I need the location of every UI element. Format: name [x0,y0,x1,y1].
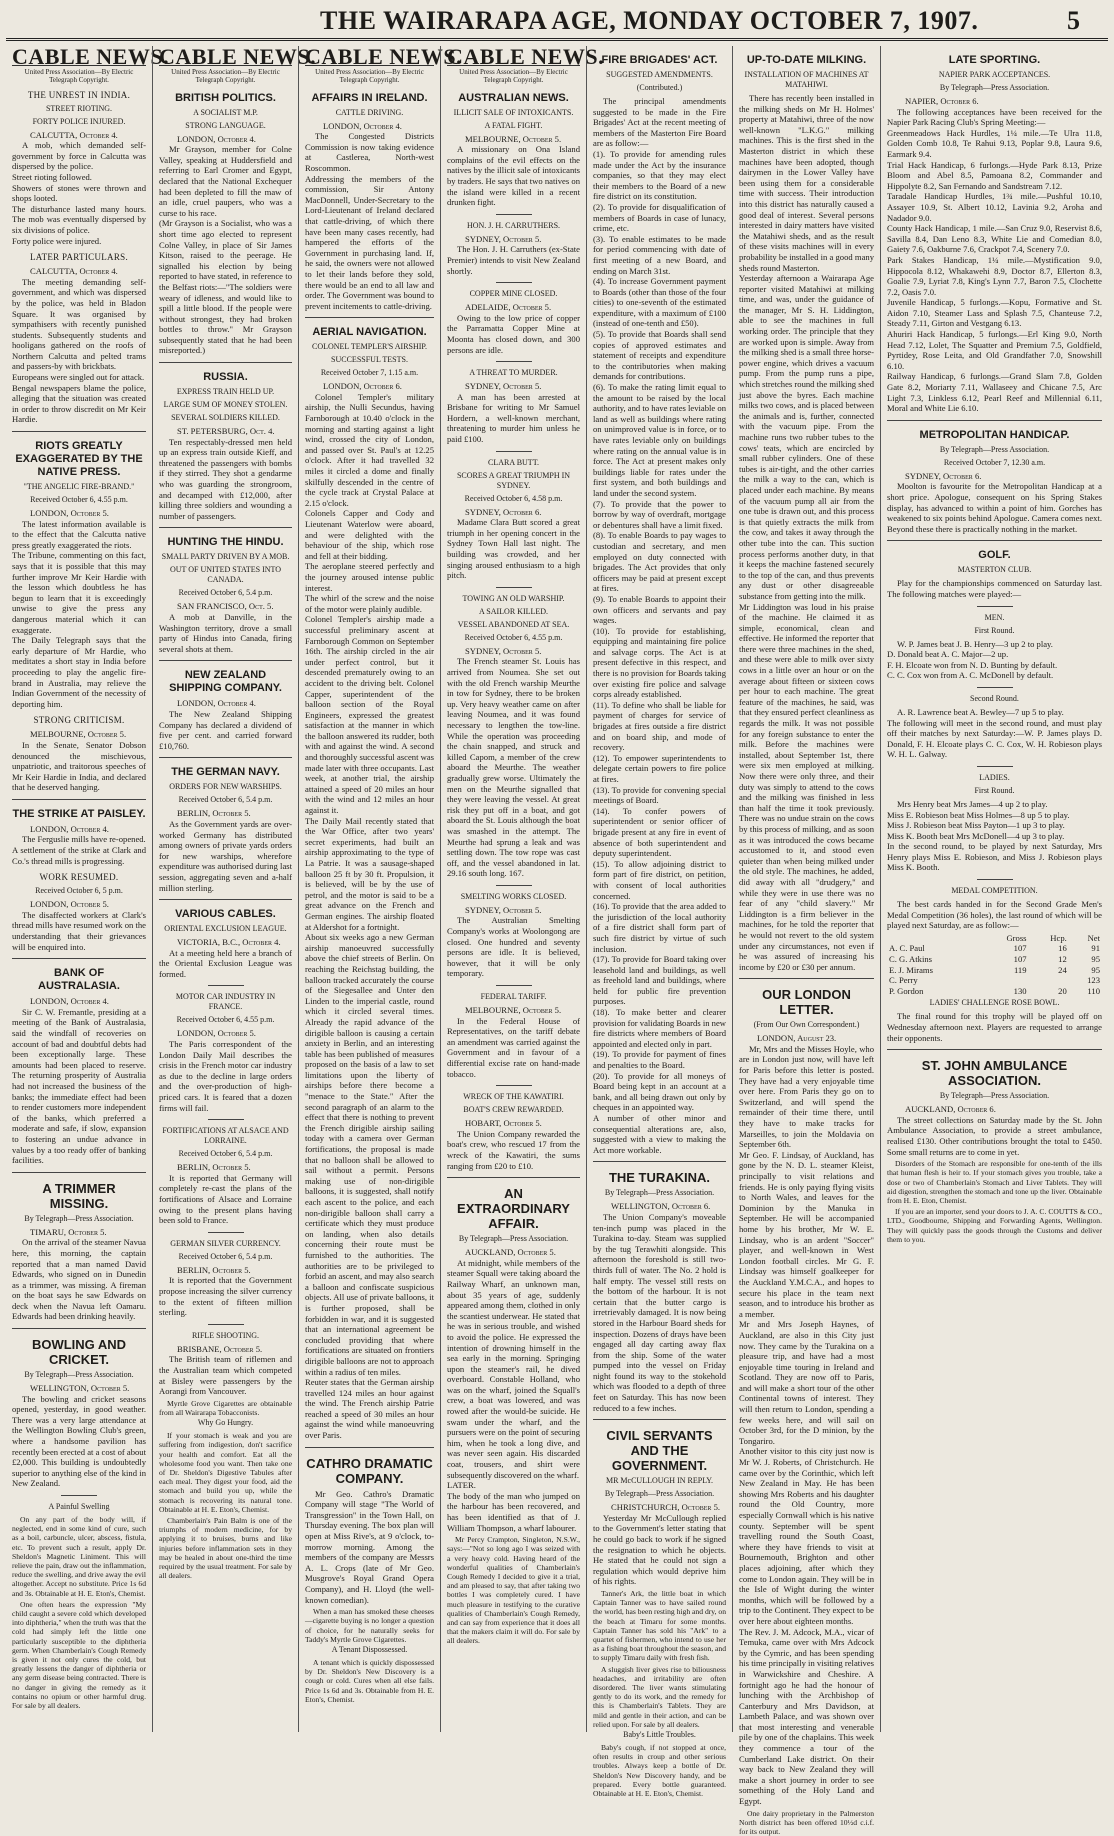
article-paragraph: The principal amendments suggested to be made in the Fire Brigades' Act at the recent meeting of members of the Masterton Fire Board are as follow:— (1). To provide for amending rules made under the Act by the insurance companies, so that they may elect their members to the Board of a new fire district on its constitution. (2). To provide for disqualification of members of Boards in case of lunacy, crime, etc. (3). To enable estimates to be made for period commencing with date of first meeting of a new Board, and ending on March 31st. (4). To increase Government payment to Boards (other than those of the four cities) to one-seventh of the estimated expenditure, with a maximum of £100 (instead of one-tenth and £50). (5). To provide that Boards shall send copies of approved estimates and statement of receipts and expenditure to the contributories when making demands for contributions. (6). To make the rating limit equal to the amount to be raised by the local authority, and to have rates leviable on land as well as buildings where rating on unimproved value is in force, or to have rates leviable only on buildings where rating on the annual value is in force. The Act at present makes only buildings liable for rates under the first system, and both buildings and land under the second system. (7). To provide that the power to borrow by way of overdraft, mortgage or debentures shall have a limit fixed. (8). To enable Boards to pay wages to custodian and secretary, and men employed on duty connected with brigades. The Act provides that only officers may be paid at present except at fires. (9). To enable Boards to appoint their own officers and servants and pay wages. (10). To provide for establishing, equipping and maintaining fire police and salvage corps. The Act is at present defective in this respect, and there is no provision for Boards taking over existing fire police and salvage corps already established. (11). To define who shall be liable for payment of charges for service of brigades at fires outside a fire district and on board ship, and mode of recovery. (12). To empower superintendents to delegate certain powers to fire police at fires. (13). To provide for convening special meetings of Board. (14). To confer powers of superintendent or senior officer of brigade present at any fire in event of absence of both superintendent and deputy superintendent. (15). To allow adjoining district to form part of fire district, on petition, with consent of local authorities concerned. (16). To provide that the area added to the jurisdiction of the local authority of a fire district shall form part of such fire district by virtue of such inclusion. (17). To provide for Board taking over leasehold land and buildings, as well as freehold land and buildings, where held for public fire prevention purposes. (18). To make better and clearer provision for validating Boards in new fire districts where members of Board appointed and elected only in part. (19). To provide for payment of fines and penalties to the Board. (20). To provide for all moneys of Board being kept in an account at a bank, and all being drawn out only by cheques in an appointed way. A number of other minor and consequential alterations are, also, suggested with a view to making the Act more workable. [593,96,726,1155]
small-heading: SEVERAL SOLDIERS KILLED. [171,413,280,423]
dateline: LONDON, October 4. [30,996,109,1007]
small-heading: ORDERS FOR NEW WARSHIPS. [169,782,282,792]
article-paragraph: Sir C. W. Fremantle, presiding at a meeting of the Bank of Australasia, said the windfall of recoveries on account of bad and doubtful debts had been exceptionally large. These amounts had been placed to reserve. The returning prosperity of Australia had not increased the business of the banks; the immediate effect had been to render customers more independent of the banks, which preferred a moderate and safe, if slow, expansion to fostering an undue advance in values by a too ready offer of banking facilities. [12,1006,146,1166]
dateline: HOBART, October 5. [465,1118,542,1129]
small-heading: NAPIER PARK ACCEPTANCES. [938,70,1051,79]
table-cell: 20 [1058,985,1067,996]
article-paragraph: Owing to the low price of copper the Parramatta Copper Mine at Moonta has closed down, and 300 persons are idle. [447,312,580,355]
section-heading: BRITISH POLITICS. [175,91,276,104]
score-table-header: Net [1087,932,1100,943]
article-paragraph: There has recently been installed in the milking sheds on Mr H. Holmes' property at Matahiwi, three of the now well-known "L.K.G." milking machines. This is the first shed in the Masterton district in which these machines have been adopted, though dairymen in the Lower Valley have been using them for a considerable time with success. Their introduction into this district has naturally caused a good deal of interest. Several persons interested in dairy matters have visited the Matahiwi sheds, and as the result of these visits machines will in every probability be installed in a good many sheds round Masterton. Yesterday afternoon a Wairarapa Age reporter visited Matahiwi at milking time, and was, under the guidance of the manager, Mr S. H. Liddington, able to see the machines in full working order. The principle that they are worked upon is simple. Away from the milking shed is a small three horse-power engine, which drives a vacuum pump. From the pump runs a pipe, which stretches round the milking shed just above the byres. Each machine milks two cows, and is placed between the animals and is, further, connected with the vacuum pipe. From the machine runs two rubber tubes to the cows' teats, which are encircled by small rubber cylinders. One of these tubes is air-tight, and the other carries the milk a way to the can, which is placed under each machine. By means of the vacuum pump all air from the one tube is drawn out, and this process is that quietly extracts the milk from the cow, and takes it away through the other tube into the can. This suction process performs another duty, in that it keeps the machine fastened securely to the top of the can, and thus prevents any dust or other disagreeable substance from getting into the milk. Mr Liddington was loud in his praise of the machine. He claimed it as simple, economical, clean and effective. He informed the reporter that there were three machines in the shed, and these were able to milk over sixty cows in a little over an hour or on the average about fifteen or sixteen cows per hour to each machine. The great feature of the machines, he said, was that they ensured perfect cleanliness as regards the milk. It was not possible for any foreign substance to enter the milk. Before the machines were installed, about September 1st, there were six men employed at milking. Now there were only three, and their duty was simply to attend to the cows and the milking was finished in less than half the time it took previously. There was no undue strain on the cows by this process of milking, and as soon as it was introduced the cows became accustomed to it, and stood even quieter than when being milked under the old style. The machines, he added, did away with all "drudgery," and while they were in use there was no fear of any "child slavery." Mr Liddington is a firm believer in the machines, for he told the reporter that he would not revert to the old system under any circumstances, not even if he was assured of increasing his income by £20 or £30 per annum. [739,93,874,972]
article-paragraph: A. R. Lawrence beat A. Bewley—7 up 5 to play. The following will meet in the second round, and must play off their matches by next Saturday:—W. P. James plays D. Donald, F. H. Elcoate plays C. C. Cox, W. H. Robieson plays W. H. L. Galway. [887,706,1102,760]
article-paragraph: At midnight, while members of the steamer Squall were taking aboard the Railway Wharf, an unknown man, about 35 years of age, suddenly appeared among them, clothed in only the scantiest underwear. He stated that he was in serious trouble, and wished to avoid the police. He expressed the intention of drowning himself in the sea early in the morning. Springing upon the steamer's rail, he dived overboard. Constable Holland, who was on the wharf, joined the Squall's crew, a boat was lowered, and was rowed after the would-be suicide. He swam under the wharf, and the pursuers were on the point of securing him, when he took a long dive, and was never seen again. His discarded coat, trousers, and shirt were subsequently discovered on the wharf. LATER. The body of the man who jumped on the harbour has been recovered, and has been identified as that of J. William Thompson, a wharf labourer. [447,1257,580,1533]
article-divider [887,420,1102,421]
small-heading: SCORES A GREAT TRIUMPH IN SYDNEY. [456,470,571,490]
section-heading: BANK OF AUSTRALASIA. [38,967,120,993]
score-table-header: Hcp. [1050,932,1067,943]
section-heading: GOLF. [978,549,1011,562]
small-heading: First Round. [974,625,1015,635]
article-divider [447,1177,580,1178]
section-heading: BOWLING AND CRICKET. [31,1337,127,1368]
article-divider [159,660,292,661]
short-divider [496,214,532,215]
section-heading: RUSSIA. [203,371,248,384]
article-paragraph: The French steamer St. Louis has arrived from Noumea. She set out with the old French warship Meurthe in tow for Sydney, there to be broken up. Very heavy weather came on after leaving Noumea, and it was found necessary to lengthen the tow-line. While the operation was proceeding the chain snapped, and struck and killed Capom, a member of the crew aboard the Meurthe. The weather gradually grew worse. Ultimately the men on the Meurthe signalled that they were leaving the vessel. At great risk they put off in a boat, and got aboard the St. Louis although the boat was smashed in the attempt. The Meurthe had sprung a leak and was settling down. The tow rope was cast off, and the vessel abandoned in lat. 29.16 south long. 167. [447,656,580,879]
article-divider [887,1049,1102,1050]
dateline: LONDON, October 4. [30,823,109,834]
article-paragraph: The Hon. J. H. Carruthers (ex-State Premier) intends to visit New Zealand shortly. [447,244,580,276]
short-divider [208,1232,244,1233]
small-heading: GERMAN SILVER CURRENCY. [170,1238,281,1248]
section-heading: RIOTS GREATLY EXAGGERATED BY THE NATIVE PRESS. [15,440,143,479]
small-heading: A FATAL FIGHT. [484,120,543,130]
section-heading: THE STRIKE AT PAISLEY. [12,807,146,820]
small-heading: A SAILOR KILLED. [478,606,549,616]
credit-line: United Press Association—By Electric Telegraph Copyright. [459,67,568,84]
advertisement-text: A tenant which is quickly dispossessed by Dr. Sheldon's New Discovery is a cough or cold. Cures when all else fails. Price 1s 6d and 3s. Obtainable from H. E. Eton's, Chemist. [305,1658,434,1704]
advertisement-text: A sluggish liver gives rise to biliousness headaches, and irritability are often disordered. The liver wants stimulating gently to do its work, and the remedy for this is Chamberlain's Tablets. They are mild and gentle in their action, and can be relied upon. For sale by all dealers. [593,1664,726,1729]
table-cell: 119 [1013,964,1027,975]
article-paragraph: The New Zealand Shipping Company has declared a dividend of five per cent. and carried forward £10,760. [159,708,292,751]
article-paragraph: The best cards handed in for the Second Grade Men's Medal Competition (36 holes), the last round of which will be played next Saturday, are as follow:— [887,899,1102,931]
column-masthead: CABLE NEWS. [305,44,463,69]
advertisement-text: Chamberlain's Pain Balm is one of the triumphs of modern medicine, for by applying it to bruises, burns and like injuries before inflammation sets in they may be healed in about one-third the time required by the usual treatment. For sale by all dealers. [159,1515,292,1581]
advertisement-text: When a man has smoked these cheeses—cigarette buying is no longer a question of choice, for he naturally seeks for Taddy's Myrtle Grove Cigarettes. [305,1607,434,1644]
section-heading: CIVIL SERVANTS AND THE GOVERNMENT. [606,1428,713,1474]
page-number: 5 [1067,6,1080,35]
article-divider [159,362,292,363]
small-heading: MEDAL COMPETITION. [951,886,1038,896]
section-heading: FIRE BRIGADES' ACT. [601,54,718,66]
advertisement-text: Mr Percy Crampton, Singleton, N.S.W., says:—"Not so long ago I was seized with a very heavy cold. Having heard of the wonderful qualities of Chamberlain's Cough Remedy I decided to give it a trial, and am pleased to say, that after taking two bottles I was completely cured. I have much pleasure in testifying to the curative qualities of Chamberlain's Cough Remedy, and can say from experience that it does all that the makers claim it will do. For sale by all dealers. [447,1535,580,1646]
small-heading: MASTERTON CLUB. [957,565,1032,575]
small-heading: Received October 6, 4.55 p.m. [176,1015,275,1025]
article-paragraph: In the Senate, Senator Dobson denounced the mischievous, unpatriotic, and traitorous speeches of Mr Keir Hardie in India, and declared that he deserved hanging. [12,739,146,793]
section-heading: OUR LONDON LETTER. [762,987,851,1018]
small-heading: EXPRESS TRAIN HELD UP. [176,387,275,397]
section-heading: CATHRO DRAMATIC COMPANY. [306,1455,433,1486]
table-cell: C. G. Atkins [889,954,932,965]
article-paragraph: The bowling and cricket seasons opened, yesterday, in good weather. There was a very large attendance at the Wellington Bowling Club's green, where a handsome pavilion has recently been erected at a cost of about £2,000. This building is undoubtedly superior to anything else of the kind in New Zealand. [12,1393,146,1489]
small-heading: By Telegraph—Press Association. [458,1234,569,1244]
advertisement-text: Myrtle Grove Cigarettes are obtainable from all Wairarapa Tobacconists. [159,1398,292,1417]
table-cell: 130 [1013,985,1027,996]
advertisement-text: Tanner's Ark, the little boat in which Captain Tanner was to have sailed round the world, has been resting high and dry, on the beach at Timaru for some months. Captain Tanner has sold his "Ark" to a quartet of fishermen, who intend to use her as a fishing boat throughout the season, and to supply Timaru daily with fresh fish. [593,1589,726,1663]
masthead-title: THE WAIRARAPA AGE, MONDAY OCTOBER 7, 1907. [320,6,979,35]
dateline: CALCUTTA, October 4. [30,129,118,140]
article-divider [159,527,292,528]
article-paragraph: As the Government yards are over-worked Germany has distributed among owners of private yards orders for new warships, wherefore expenditure was authorised during last session, aggregating seven and a-half million sterling. [159,818,292,893]
dateline: AUCKLAND, October 6. [905,1104,996,1115]
article-paragraph: The disaffected workers at Clark's thread mills have resumed work on the understanding that their grievances will be enquired into. [12,909,146,952]
dateline: ST. PETERSBURG, Oct. 4. [177,426,275,437]
small-heading: (Contributed.) [636,83,683,92]
article-divider [159,757,292,758]
small-heading: By Telegraph—Press Association. [939,83,1050,92]
small-heading: By Telegraph—Press Association. [939,1091,1050,1101]
short-divider [496,985,532,986]
article-paragraph: At a meeting held here a branch of the Oriental Exclusion League was formed. [159,947,292,979]
dateline: MELBOURNE, October 5. [465,133,562,144]
dateline: MELBOURNE, October 5. [30,729,127,740]
dateline: ADELAIDE, October 5. [465,302,552,313]
article-paragraph: Play for the championships commenced on Saturday last. The following matches were played:— [887,578,1102,599]
table-cell: 91 [1091,943,1100,954]
small-heading: FEDERAL TARIFF. [480,992,547,1002]
short-divider [977,766,1013,767]
short-divider [61,1495,97,1496]
short-divider [977,606,1013,607]
small-heading: Received October 7, 12.30 a.m. [943,457,1046,467]
section-heading: METROPOLITAN HANDICAP. [919,428,1070,441]
small-heading: MEN. [984,612,1005,622]
table-cell: 107 [1013,943,1027,954]
article-paragraph: Mr, Mrs and the Misses Hoyle, who are in London just now, will have left for Paris before this letter is posted. They have had a very enjoyable time over here. From Paris they go on to Switzerland, and will spend the remainder of their time there, until they have to make tracks for Marseilles, to join the Moldavia on September 6th. Mr Geo. F. Lindsay, of Auckland, has gone by the N. D. L. steamer Kleist, principally to visit relations and friends. He is only paying flying visits to North Wales, and leaves for the Dominion by the Manuka in September. He will be accompanied home by his brother, Mr W. E. Lindsay, who is an ardent "Soccer" player, and well-known in West London football circles. Mr G. F. Lindsay was himself goalkeeper for the Auckland Y.M.C.A., and hopes to secure his place in the team next season, and to introduce his brother as a member. Mr and Mrs Joseph Haynes, of Auckland, are also in this City just now. They came by the Turakina on a pleasure trip, and have had a most enjoyable time touring in Ireland and Scotland. They are now off to Paris, and will make a short tour of the other Continental towns of interest. They will then return to London, spending a few weeks here, and will sail on October 3rd, for the D minion, by the Tongariro. Another visitor to this city just now is Mr W. J. Roberts, of Christchurch. He came over by the Corinthic, which left New Zealand in May. He has been showing Mrs Roberts and his daughter round the Old Country, more especially Cornwall which is his native county. September will be spent travelling round the South Coast, where they have friends to visit at Bournemouth, Brighton and other places adjoining, after which they come to London again. They will be in the Isle of Wight during the winter months, which will be followed by a trip to the Continent. They expect to be over here about eighteen months. The Rev. J. M. Adcock, M.A., vicar of Temuka, came over with Mrs Adcock by the Cymric, and has been spending his time principally in visiting relatives in Warwickshire and Cheshire. A fortnight ago he had the honour of lunching with the Archbishop of Canterbury and Mrs Davidson, at Lambeth Palace, and was shown over that most interesting and venerable pile by one of the chaplains. This week they commence a tour of the Cumberland Lake district. On their way back to New Zealand they will make a short journey in order to see something of the Holy Land and Egypt. [739,1043,874,1807]
small-heading: By Telegraph—Press Association. [939,444,1050,454]
section-heading: A TRIMMER MISSING. [42,1180,116,1211]
subheading: LATER PARTICULARS. [29,252,129,263]
dateline: CALCUTTA, October 4. [30,266,118,277]
small-heading: BOAT'S CREW REWARDED. [463,1105,564,1115]
column-masthead: CABLE NEWS. [159,44,317,69]
article-paragraph: Madame Clara Butt scored a great triumph in her opening concert in the Sydney Town Hall last night. The building was crowded, and her singing aroused enthusiasm to a high pitch. [447,517,580,581]
dateline: SYDNEY, October 5. [465,904,542,915]
masthead-rule [6,38,1108,41]
article-paragraph: The Union Company rewarded the boat's crew, who rescued 17 from the wreck of the Kawatiri, the sums ranging from £20 to £10. [447,1128,580,1171]
article-paragraph: It is reported that Germany will completely re-cast the plans of the fortifications of Alsace and Lorraine owing to the present plans having been sold to France. [159,1172,292,1226]
table-row [887,965,1102,976]
table-cell: E. J. Mirams [889,964,933,975]
section-heading: AERIAL NAVIGATION. [312,326,427,339]
dateline: TIMARU, October 5. [30,1226,107,1237]
table-cell: 12 [1058,954,1067,965]
small-heading: Baby's Little Troubles. [623,1730,696,1740]
subheading: WORK RESUMED. [39,872,119,883]
article-paragraph: A man has been arrested at Brisbane for writing to Mr Samuel Hordern, a well-known merchant, threatening to murder him unless he paid £100. [447,391,580,445]
table-cell: 123 [1087,975,1100,986]
small-heading: MOTOR CAR INDUSTRY IN FRANCE. [175,992,276,1012]
column-masthead: CABLE NEWS. [12,44,170,69]
short-divider [977,879,1013,880]
small-heading: Received October 6, 5 p.m. [35,886,123,896]
dateline: BERLIN, October 5. [177,1264,251,1275]
short-divider [208,985,244,986]
small-heading: CATTLE DRIVING. [335,107,404,117]
small-heading: COPPER MINE CLOSED. [469,289,558,299]
column-1 [6,44,170,1732]
table-cell: 24 [1058,964,1067,975]
table-cell: 107 [1013,954,1027,965]
article-paragraph: A mob, which demanded self-government by force in Calcutta was dispersed by the police. Street rioting followed. Showers of stones were thrown and shops looted. The disturbance lasted many hours. The mob was eventually dispersed by six divisions of police. Forty police were injured. [12,140,146,246]
article-paragraph: Moolton is favourite for the Metropolitan Handicap at a short price. Apologue, consequent on his Spring Stakes display, has advanced to within a point of him. Gorches has weakened to six points behind Apologue. Camera comes next. Beyond these there is practically nothing in the market. [887,481,1102,534]
small-heading: SMELTING WORKS CLOSED. [460,891,567,901]
small-heading: SUGGESTED AMENDMENTS. [606,70,713,79]
dateline: LONDON, October 4. [177,133,256,144]
article-paragraph: On the arrival of the steamer Navua here, this morning, the captain reported that a man named David Edwards, who signed on in Dunedin as a trimmer, was missing. A fireman on the boat says he saw Edwards on deck when the Navua left Oamaru. Edwards had been drinking heavily. [12,1237,146,1322]
dateline: NAPIER, October 6. [905,96,979,106]
small-heading: FORTIFICATIONS AT ALSACE AND LORRAINE. [162,1126,289,1146]
credit-line: United Press Association—By Electric Telegraph Copyright. [315,67,424,84]
table-cell [1029,975,1069,986]
table-row [887,986,1102,997]
article-paragraph: The Congested Districts Commission is now taking evidence at Castlerea, North-west Roscommon. Addressing the members of the commission, Sir Antony MacDonnell, Under-Secretary to the Lord-Lieutenant of Ireland declared that cattle-driving, of which there have been many cases recently, had hampered the efforts of the Government in purchasing land. If, he said, the owners were not allowed to let their lands before they sold, there would be an end to all law and order. The Government was bound to prevent incitements to cattle-driving. [305,131,434,311]
section-heading: AUSTRALIAN NEWS. [458,91,569,104]
article-divider [159,899,292,900]
dateline: LONDON, October 6. [323,381,402,392]
advertisement-text: On any part of the body will, if neglected, end in some kind of cure, such as a boil, carbuncle, ulcer, abscess, fistula, etc. To prevent such a result, apply Dr. Sheldon's Magnetic Liniment. This will relieve the pain, draw out the inflammation, reduce the swelling, and drive away the evil altogether. Accept no substitute. Price 1s 6d and 3s. Obtainable at H. E. Eton's, Chemist. [12,1515,146,1598]
short-divider [496,451,532,452]
table-row [887,943,1102,954]
table-cell: P. Gordon [889,985,924,996]
table-cell: 16 [1058,943,1067,954]
table-cell: C. Perry [889,975,918,986]
short-divider [496,587,532,588]
score-table-header [887,933,981,944]
section-heading: THE TURAKINA. [608,1170,711,1186]
article-paragraph: Colonel Templer's military airship, the Nulli Secundus, having Farnborough at 10.40 o'clock in the morning and starting against a light wind, crossed the city of London, and passed over St. Paul's at 12.25 o'clock. After it had travelled 32 miles it circled a dome and finally skilfully descended in the centre of the cycle track at Crystal Palace at 2.15 o'clock. Colonels Capper and Cody and Lieutenant Waterlow were aboard, and were delighted with the behaviour of the ship, which rose and fell at their bidding. The aeroplane steered perfectly and the journey aroused intense public interest. The whirl of the screw and the noise of the motor were plainly audible. Colonel Templer's airship made a successful preliminary ascent at Farnborough Common on September 16th. The airship circled in the air under perfect control, but it descended prematurely owing to an accident to the driving belt. Colonel Capper, superintendent of the balloon section of the Royal Engineers, expressed the greatest satisfaction at the manner in which the balloon answered its rudder, both with and against the wind. A second and thoroughly successful ascent was made later with three occupants. Last week, at another trial, the airship attained a speed of 20 miles an hour with the wind and 12 miles an hour against it. The Daily Mail recently stated that the War Office, after two years' secret experiments, had built an airship approximating to the type of La Patrie. It was a sausage-shaped balloon 25 ft by 30 ft. Propulsion, it is believed, will be by the use of petrol, and the motor is said to be a great advance on the French and German engines. The airship floated at Aldershot for a fortnight. About six weeks ago a new German airship manoeuvred successfully above the chief streets of Berlin. On reaching the Reichstag building, the balloon tracked accurately the course of the Siegesallee and Unter den Linden to the imperial castle, round which it circled several times. Already the rapid advance of the dirigible balloon is causing a certain anxiety in Berlin, and an interesting table has been published of measures proposed on the basis of a law to set limitations upon the liberty of airships before there become a "menace to the State." After the second paragraph of an alarm to the effect that there is nothing to prevent the French dirigible airship sailing today with a camera over German fortifications, the proposal is made that no balloon shall be allowed to sail without a permit. Persons making use of non-dirigible balloons, it is suggested, shall notify each ascent to the police, and each non-dirigible balloon shall carry a certificate which they must produce on landing, when also details concerning their route must be furnished to the authorities. The authorities are to be privileged to forbid an ascent, and may also search a balloon and confiscate suspicious objects. All use of private balloons, it is further proposed, shall be forbidden in war, and it is suggested that an international agreement be concluded providing that where fortifications are situated on frontiers dirigible balloons are not to approach within a radius of ten miles. Reuter states that the German airship travelled 124 miles an hour against the wind. The French airship Patrie reached a speed of 30 miles an hour against the wind while manoeuvring over Paris. [305,391,434,1441]
small-heading: "THE ANGELIC FIRE-BRAND." [23,482,135,492]
article-paragraph: Yesterday Mr McCullough replied to the Government's letter stating that he could go back to work if he signed the resignation to which he objects. He stated that he could not sign a regulation which would deprive him of his rights. [593,1512,726,1587]
article-paragraph: The meeting demanding self-government, and which was dispersed by the police, was held in Bladon Square. It was organised by sympathisers with recently punished students. Subsequently students and hooligans gathered on the roofs of Northern Calcutta and pelted trams and passers-by with brickbats. Europeans were singled out for attack. Bengal newspapers blame the police, alleging that the situation was created in order to throw discredit on Mr Keir Hardie. [12,276,146,425]
dateline: SYDNEY, October 5. [465,381,542,392]
small-heading: By Telegraph—Press Association. [604,1489,715,1499]
article-divider [887,540,1102,541]
dateline: MELBOURNE, October 5. [465,1005,562,1016]
small-heading: Received October 6, 4.55 p.m. [30,495,128,505]
dateline: LONDON, October 5. [30,508,109,519]
small-heading: Received October 6, 5.4 p.m. [178,1149,273,1159]
dateline: LONDON, October 5. [177,1028,256,1039]
article-paragraph: The final round for this trophy will be played off on Wednesday afternoon next. Players are requested to arrange their opponents. [887,1011,1102,1043]
article-paragraph: W. P. James beat J. B. Henry—3 up 2 to play. D. Donald beat A. C. Major—2 up. F. H. Elcoate won from N. D. Bunting by default. C. C. Cox won from A. C. McDonell by default. [887,638,1058,681]
table-cell: 110 [1087,985,1100,996]
advertisement-text: Baby's cough, if not stopped at once, often results in croup and other serious troubles. Always keep a bottle of Dr. Sheldon's New Discovery handy, and be prepared. Every bottle guaranteed. Obtainable at H. E. Eton's, Chemist. [593,1743,726,1799]
short-divider [496,1085,532,1086]
subheading: THE UNREST IN INDIA. [27,89,131,100]
small-heading: A SOCIALIST M.P. [193,107,258,117]
column-5 [586,46,732,1799]
article-divider [739,978,874,979]
small-heading: (From Our Own Correspondent.) [753,1020,860,1030]
short-divider [496,885,532,886]
table-cell [981,975,1028,986]
article-paragraph: Mrs Henry beat Mrs James—4 up 2 to play. Miss E. Robieson beat Miss Holmes—8 up 5 to play. Miss J. Robieson beat Miss Payton—1 up 3 to play. Miss K. Booth beat Mrs McDonell—4 up 3 to play. In the second round, to be played by next Saturday, Mrs Henry plays Miss E. Robieson, and Miss J. Robieson plays Miss K. Booth. [887,798,1102,873]
dateline: SYDNEY, October 6. [465,506,542,517]
article-paragraph: The latest information available is to the effect that the Calcutta native press greatly exaggerated the riots. The Tribune, commenting on this fact, says that it is possible that this may further improve Mr Keir Hardie with the lesson which doubtless he has begun to learn that it is exceedingly unwise to give the press any dangerous material which it can exaggerate. The Daily Telegraph says that the early departure of Mr Hardie, who meditates a short stay in India before proceeding to play the angelic fire-brand in Australia, may relieve the Indian Government of the necessity of deporting him. [12,518,146,709]
small-heading: ILLICIT SALE OF INTOXICANTS. [453,107,574,117]
small-heading: Received October 6, 5.4 p.m. [178,588,273,598]
small-heading: Received October 6, 4.55 p.m. [464,632,563,642]
small-heading: A THREAT TO MURDER. [469,368,558,378]
small-heading: STRONG LANGUAGE. [185,120,266,130]
section-heading: AN EXTRAORDINARY AFFAIR. [457,1186,570,1232]
article-divider [12,1328,146,1329]
short-divider [977,687,1013,688]
small-heading: WRECK OF THE KAWATIRI. [463,1092,564,1102]
masthead [0,0,1114,44]
advertisement-text: One dairy proprietary in the Palmerston North district has been offered 10½d c.i.f. for its output. [739,1808,874,1836]
small-heading: VESSEL ABANDONED AT SEA. [457,619,570,629]
short-divider [208,1119,244,1120]
article-paragraph: The Ferguslie mills have re-opened. A settlement of the strike at Clark and Co.'s thread mills is progressing. [12,834,146,866]
score-table-header: Gross [1006,932,1027,943]
table-cell: 95 [1091,954,1100,965]
small-heading: SUCCESSFUL TESTS. [331,355,408,365]
short-divider [208,1324,244,1325]
small-heading: CLARA BUTT. [488,457,539,467]
small-heading: HON. J. H. CARRUTHERS. [466,220,561,230]
section-heading: THE GERMAN NAVY. [171,766,280,779]
small-heading: By Telegraph—Press Association. [604,1188,715,1198]
article-paragraph: The Australian Smelting Company's works at Woolongong are closed. One hundred and seventy persons are idle. It is believed, however, that it will be only temporary. [447,915,580,979]
article-divider [12,958,146,959]
dateline: WELLINGTON, October 6. [611,1201,711,1212]
small-heading: By Telegraph—Press Association. [24,1370,134,1380]
dateline: SYDNEY, October 6. [905,470,982,481]
small-heading: FORTY POLICE INJURED. [32,116,126,126]
article-paragraph: The Union Company's moveable ten-inch pump was placed in the Turakina to-day. Steam was supplied by the tug Terawhiti alongside. This afternoon the foreshold is still two-thirds full of water. The No. 2 hold is half empty. The vessel still rests on the bottom of the harbour. It is not certain that the butter cargo is irretrievably damaged. It is now being stored in the Harbour Board sheds for inspection. Dozens of drays have been engaged all day carting away flax from the ship. Some of the water pumped into the vessel on Friday night found its way to the stokehold which was flooded to a depth of three feet on Saturday. This has now been reduced to a few inches. [593,1211,726,1413]
small-heading: Received October 6, 5.4 p.m. [178,795,273,805]
small-heading: COLONEL TEMPLER'S AIRSHIP. [311,342,427,352]
article-divider [305,1447,434,1448]
small-heading: Received October 6, 5.4 p.m. [178,1251,273,1261]
dateline: CHRISTCHURCH, October 5. [611,1502,721,1513]
section-heading: HUNTING THE HINDU. [167,536,284,549]
small-heading: Received October 6, 4.58 p.m. [464,493,563,503]
article-divider [12,1172,146,1173]
column-4 [440,44,605,1732]
small-heading: INSTALLATION OF MACHINES AT MATAHIWI. [744,70,869,89]
dateline: LONDON, October 5. [30,899,109,910]
article-paragraph: The following acceptances have been received for the Napier Park Racing Club's Spring Meeting:— Greenmeadows Hack Hurdles, 1¼ mile.—Te Ulra 11.8, Golden Comb 10.8, Te Rahui 9.13, Poplar 9.8, Laura 9.6, Earmark 9.4. Trial Hack Handicap, 6 furlongs.—Hyde Park 8.13, Prize Bloom and Abel 8.5, Pamoana 8.2, Commander and Hippolyte 8.2, San Fernando and Sandstream 7.12. Taradale Handicap Hurdles, 1¾ mile.—Pushful 10.10, Assayer 10.9, St. Albert 10.12, Lavinia 9.2, Aroha and Nadador 9.0. County Hack Handicap, 1 mile.—San Cruz 9.0, Reservist 8.6, Savilla 8.4, Dan Leno 8.3, White Lie and Comedian 8.0, Gaiety 7.6, Oakburne 7.6, Crackpot 7.4, Scenery 7.0. Park Stakes Handicap, 1¼ mile.—Mystification 9.0, Hippocola 8.12, Whakawehi 8.9, Doctor 8.7, Ellerton 8.3, Goalie 7.9, Lyriat 7.8, King's Lynn 7.7, Baron 7.5, Clochette 7.2, Oasis 7.0. Juvenile Handicap, 5 furlongs.—Kopu, Formative and St. Aidon 7.10, Steamer Lass and Splash 7.5, Chanteuse 7.2, Steady 7.11, Girton and Vestgang 6.13. Ahuriri Hack Handicap, 5 furlongs.—Erl King 9.0, North Head 7.12, Lolet, The Squatter and Premium 7.5, Goldfield, Pyrtidey, Rose Leita, and Old Grandfather 7.0, Snowshill 6.10. Railway Handicap, 6 furlongs.—Grand Slam 7.8, Golden Gate 8.2, Moriarty 7.11, Wallaseey and Chicane 7.5, Arc Light 7.3, Linkless 6.12, Pearl Reef and Millennial 6.11, Moral and White Lie 6.10. [887,106,1102,414]
dateline: SAN FRANCISCO, Oct. 5. [177,601,274,612]
score-table [887,933,1102,997]
column-2 [152,44,317,1732]
short-divider [496,282,532,283]
small-heading: Why Go Hungry. [197,1418,254,1428]
section-heading: ST. JOHN AMBULANCE ASSOCIATION. [921,1058,1068,1089]
article-paragraph: A mob at Danville, in the Washington territory, drove a small party of Hindus into Canada, firing several shots at them. [159,612,292,654]
small-heading: LADIES' CHALLENGE ROSE BOWL. [929,998,1060,1008]
dateline: LONDON, August 23. [757,1033,837,1044]
table-row [887,954,1102,965]
article-divider [12,799,146,800]
advertisement-text: If you are an importer, send your doors to J. A. C. COUTTS & CO., LTD., Goodbourne, Shipping and Forwarding Agents, Wellington. They will quickly pass the goods through the Customs and deliver them to you. [887,1207,1102,1244]
section-heading: VARIOUS CABLES. [175,908,276,921]
article-paragraph: The street collections on Saturday made by the St. John Ambulance Association, to provide a street ambulance, realised £130. Other contributions brought the total to £450. Some small returns are to come in yet. [887,1114,1102,1157]
small-heading: SMALL PARTY DRIVEN BY A MOB. [161,552,290,562]
credit-line: United Press Association—By Electric Telegraph Copyright. [171,67,280,84]
dateline: SYDNEY, October 5. [465,645,542,656]
small-heading: A Tenant Dispossessed. [331,1645,408,1654]
section-heading: LATE SPORTING. [948,54,1041,66]
column-3 [298,44,463,1732]
article-divider [593,1419,726,1420]
small-heading: Received October 7, 1.15 a.m. [320,368,419,378]
column-6 [732,46,880,1836]
dateline: AUCKLAND, October 5. [465,1247,556,1258]
article-paragraph: The Paris correspondent of the London Daily Mail describes the crisis in the French motor car industry as due to the decline in large orders and the over-production of high-priced cars. It is feared that a dozen firms will fail. [159,1039,292,1113]
small-heading: LARGE SUM OF MONEY STOLEN. [163,400,288,410]
article-paragraph: Ten respectably-dressed men held up an express train outside Kieff, and threatened the passengers with bombs if they stirred. They shot a gendarme who was guarding the strongroom, and decamped with £12,000, after killing three soldiers and wounding a number of passengers. [159,436,292,521]
credit-line: United Press Association—By Electric Telegraph Copyright. [24,67,134,84]
small-heading: First Round. [974,785,1015,795]
small-heading: OUT OF UNITED STATES INTO CANADA. [169,565,282,585]
article-divider [593,1161,726,1162]
section-heading: AFFAIRS IN IRELAND. [311,91,428,104]
dateline: BERLIN, October 5. [177,808,251,819]
dateline: WELLINGTON, October 5. [30,1383,130,1394]
table-cell: A. C. Paul [889,943,925,954]
column-7 [880,46,1108,1732]
subheading: STRONG CRITICISM. [33,715,125,726]
dateline: SYDNEY, October 5. [465,233,542,244]
small-heading: ORIENTAL EXCLUSION LEAGUE. [164,924,287,934]
dateline: VICTORIA, B.C., October 4. [177,937,281,948]
table-row [887,975,1102,986]
advertisement-text: One often hears the expression "My child caught a severe cold which developed into diphtheria," when the truth was that the cold had simply left the little one particularly susceptible to the diphtheria germ. When Chamberlain's Cough Remedy is given it not only cures the cold, but greatly lessens the danger of diphtheria or any germ disease being contracted. There is no danger in giving the remedy as it contains no opium or other harmful drug. For sale by all dealers. [12,1599,146,1711]
small-heading: A Painful Swelling [48,1502,110,1511]
article-paragraph: A missionary on Ona Island complains of the evil effects on the natives by the illicit sale of intoxicants by traders. He says that two natives on the island were killed in a recent drunken fight. [447,144,580,208]
column-masthead: CABLE NEWS. [447,44,605,69]
section-heading: UP-TO-DATE MILKING. [746,54,867,66]
article-paragraph: Mr Grayson, member for Colne Valley, speaking at Huddersfield and referring to Earl Cromer and Egypt, declared that the National Exchequer had been depleted to fill the maw of an idle, cruel paupers, who was a curse to his race. (Mr Grayson is a Socialist, who was a short time ago elected to represent Colne Valley, in place of Sir James Kitson, raised to the peerage. He signalled his election by being reported to have stated, in reference to the Belfast riots:—"The soldiers were weary of idleness, and would like to spill a little blood. If the people were without strongest, they had broken bottles to throw." Mr Grayson subsequently stated that he had been misreported.) [159,144,292,356]
section-heading: NEW ZEALAND SHIPPING COMPANY. [169,669,282,695]
small-heading: TOWING AN OLD WARSHIP. [462,593,565,603]
small-heading: Second Round. [970,693,1019,703]
advertisement-text: If your stomach is weak and you are suffering from indigestion, don't sacrifice your health and comfort. Eat all the wholesome food you want. Then take one of Dr. Sheldon's Digestive Tabules after each meal. They digest your food, aid the stomach and build you up, while the stomach is recovering its natural tone. Obtainable at H. E. Eton's, Chemist. [159,1431,292,1514]
small-heading: LADIES. [979,772,1010,782]
article-divider [305,317,434,318]
small-heading: RIFLE SHOOTING. [191,1330,260,1340]
small-heading: STREET RIOTING. [45,103,113,113]
short-divider [496,361,532,362]
small-heading: By Telegraph—Press Association. [24,1213,134,1223]
dateline: BERLIN, October 5. [177,1162,251,1173]
table-cell: 95 [1091,964,1100,975]
dateline: LONDON, October 4. [323,120,402,131]
article-paragraph: The British team of riflemen and the Australian team which competed at Bisley were passengers by the Aorangi from Vancouver. [159,1354,292,1397]
article-paragraph: It is reported that the Government propose increasing the silver currency to the extent of fifteen million sterling. [159,1275,292,1318]
dateline: BRISBANE, October 5. [177,1343,263,1354]
article-paragraph: In the Federal House of Representatives, on the tariff debate an amendment was carried against the Government and in favour of a differential excise rate on hand-made tobacco. [447,1015,580,1079]
article-paragraph: Mr Geo. Cathro's Dramatic Company will stage "The World of Transgression" in the Town Hall, on Thursday evening. The box plan will open at Miss Rive's, at 9 o'clock, to-morrow morning. Among the members of the company are Messrs A. L. Crops (late of Mr Geo. Musgrove's Royal Grand Opera Company), and H. Lloyd (the well-known comedian). [305,1488,434,1605]
dateline: LONDON, October 4. [177,698,256,709]
small-heading: MR McCULLOUGH IN REPLY. [605,1476,714,1486]
article-divider [12,431,146,432]
advertisement-text: Disorders of the Stomach are responsible for one-tenth of the ills that human flesh is heir to. If your stomach gives you trouble, take a dose or two of Chamberlain's Stomach and Liver Tablets. They will aid digestion, strengthen the stomach and tone up the liver. Obtainable from H. E. Eton, Chemist. [887,1159,1102,1205]
